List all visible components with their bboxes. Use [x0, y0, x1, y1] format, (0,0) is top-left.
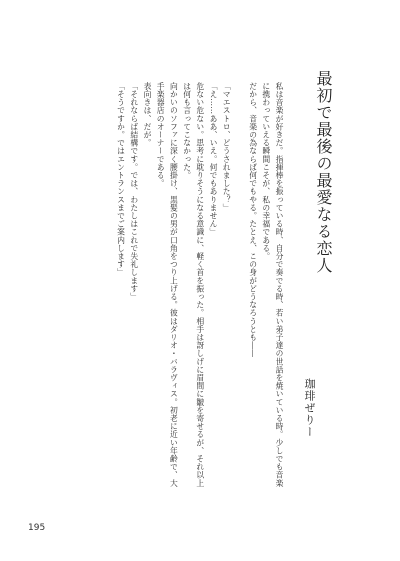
paragraph: 私は音楽が好きだ。指揮棒を振っている時、自分で奏でる時、若い弟子達の世話を焼いている時。少しでも音楽に携わっていえる瞬間こそが、私の幸福である。 [261, 82, 284, 487]
paragraph: 「そうですか。ではエントランスまでご案内します」 [116, 82, 126, 277]
paragraph: 「え……ああ、いえ。何でもありません」 [209, 82, 218, 236]
body-text [114, 82, 286, 487]
paragraph: 「マエストロ、どうされました？」 [222, 82, 232, 212]
story-title: 最初で最後の最愛なる恋人 [314, 70, 333, 274]
author-name: 珈琲ぜりー [303, 378, 316, 438]
paragraph-break [233, 82, 246, 487]
paragraph: 向かいのソファに深く腰掛け、黒髪の男が口角をつり上げる。彼はダリオ・バラヴィス。初老に近い年齢で、大手楽器店のオーナーである。 [156, 82, 179, 487]
paragraph: 危ない危ない。思考に耽りそうになる意識に、軽く首を振った。相手は訝しげに眉間に皺を寄せるが、それ以上は何も言ってこなかった。 [182, 82, 205, 487]
paragraph: だから、音楽の為ならば何でもやる。たとえ、この身がどうなろうとも―― [248, 82, 258, 358]
page-number: 195 [28, 523, 46, 533]
paragraph: 表向きは、だが。 [142, 82, 152, 147]
paragraph: 「それならば結構です。では、わたしはこれで失礼します」 [129, 82, 139, 301]
